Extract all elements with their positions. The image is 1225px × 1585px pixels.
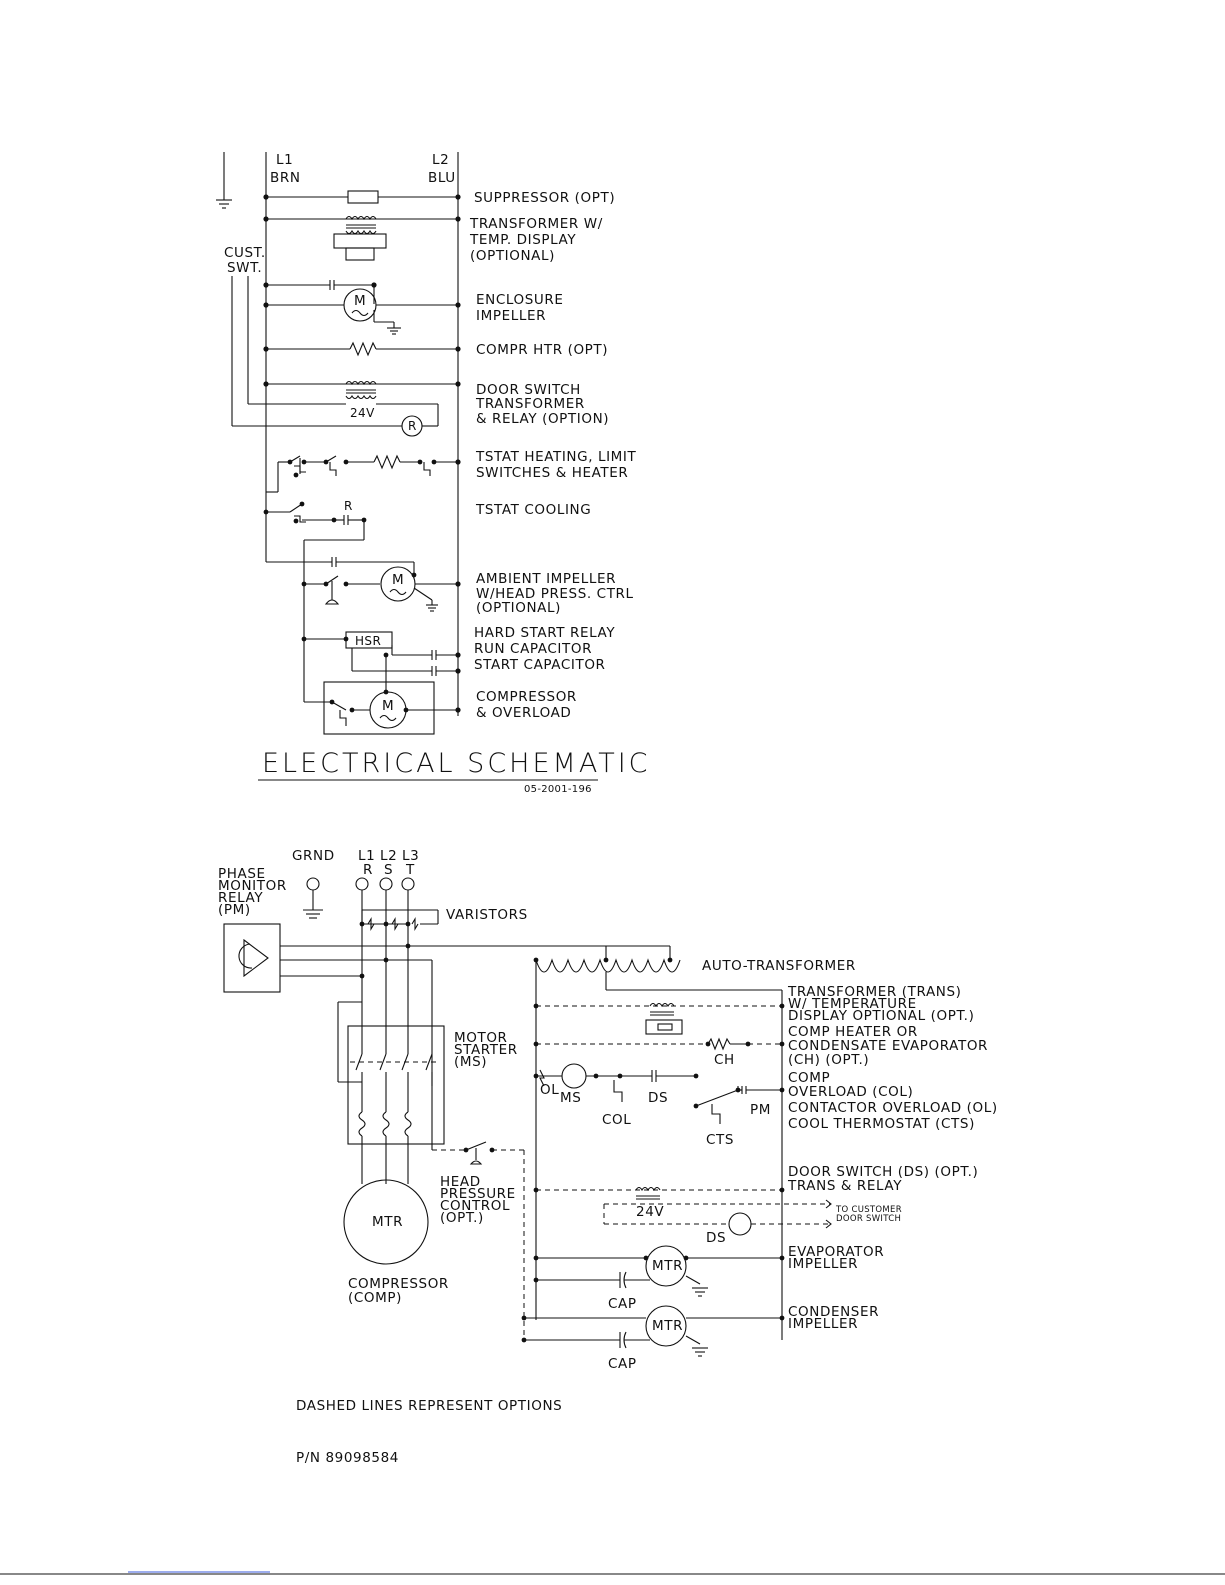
r-label: R — [363, 862, 373, 878]
auto-transformer-icon — [536, 960, 680, 972]
hpc-label-2: PRESSURE — [440, 1186, 516, 1202]
compressor-label-1: COMPRESSOR — [348, 1276, 449, 1292]
cond-cap-label: CAP — [608, 1356, 637, 1372]
row-label: ENCLOSURE — [476, 292, 564, 308]
part-number: P/N 89098584 — [296, 1450, 399, 1466]
row-label: TSTAT HEATING, LIMIT — [476, 449, 637, 465]
l1-color-label: BRN — [270, 170, 301, 186]
right-label: EVAPORATOR — [788, 1244, 885, 1260]
ch-heater-icon — [708, 1039, 730, 1049]
door-volt-label: 24V — [350, 406, 375, 420]
cust-switch-label-1: CUST. — [224, 245, 266, 261]
dashed-lines-note: DASHED LINES REPRESENT OPTIONS — [296, 1398, 563, 1414]
starter-contacts-icon — [356, 1030, 432, 1184]
s-label: S — [384, 862, 394, 878]
ground-terminal-icon — [307, 878, 319, 890]
l1-label: L1 — [276, 152, 294, 168]
compressor-motor-symbol: M — [382, 698, 395, 714]
row-label: AMBIENT IMPELLER — [476, 571, 617, 587]
l2-terminal-icon — [380, 878, 392, 890]
ds-relay-icon — [729, 1213, 751, 1235]
hpc-label-1: HEAD — [440, 1174, 481, 1190]
transformer-display-row — [263, 216, 460, 260]
grnd-label: GRND — [292, 848, 335, 864]
row-label: START CAPACITOR — [474, 657, 606, 673]
row-label: & RELAY (OPTION) — [476, 411, 610, 427]
right-label: OVERLOAD (COL) — [788, 1084, 914, 1100]
cust-switch-label-2: SWT. — [227, 260, 263, 276]
row-label: SUPPRESSOR (OPT) — [474, 190, 616, 206]
l1-terminal-icon — [356, 878, 368, 890]
l3-label: L3 — [402, 848, 420, 864]
row-label: & OVERLOAD — [476, 705, 572, 721]
pm-label-4: (PM) — [218, 902, 251, 918]
enclosure-motor-symbol: M — [354, 293, 367, 309]
top-row-labels — [469, 190, 637, 721]
schematic-title: ELECTRICAL SCHEMATIC — [262, 748, 651, 779]
compressor-mtr-label: MTR — [372, 1214, 404, 1230]
ms-label-2: STARTER — [454, 1042, 518, 1058]
row-label: TEMP. DISPLAY — [470, 232, 577, 248]
row-label: HARD START RELAY — [474, 625, 616, 641]
l2-color-label: BLU — [428, 170, 456, 186]
ambient-impeller-row — [266, 557, 461, 611]
l2-label: L2 — [432, 152, 450, 168]
ol-label: OL — [540, 1082, 560, 1098]
row-label: W/HEAD PRESS. CTRL — [476, 586, 634, 602]
heater-resistor-icon — [350, 343, 376, 355]
trans-display-icon — [646, 1020, 682, 1034]
relay-symbol: R — [408, 419, 417, 433]
ch-label: CH — [714, 1052, 735, 1068]
ms-coil-icon — [562, 1064, 586, 1088]
right-label: COOL THERMOSTAT (CTS) — [788, 1116, 975, 1132]
pm-label-3: RELAY — [218, 890, 264, 906]
ms-label-3: (MS) — [454, 1054, 488, 1070]
right-label: W/ TEMPERATURE — [788, 996, 917, 1012]
right-label: COMP — [788, 1070, 831, 1086]
to-customer-label-2: DOOR SWITCH — [836, 1214, 902, 1224]
col-label: COL — [602, 1112, 632, 1128]
right-label: CONDENSATE EVAPORATOR — [788, 1038, 989, 1054]
row-label: SWITCHES & HEATER — [476, 465, 629, 481]
l1-label: L1 — [358, 848, 376, 864]
cond-mtr-label: MTR — [652, 1318, 684, 1334]
suppressor-row — [263, 191, 460, 203]
compressor-overload-row — [304, 682, 461, 734]
hpc-label-4: (OPT.) — [440, 1210, 484, 1226]
ds-relay-label: DS — [706, 1230, 727, 1246]
right-label: IMPELLER — [788, 1316, 859, 1332]
row-label: DOOR SWITCH — [476, 382, 581, 398]
right-label: TRANSFORMER (TRANS) — [788, 984, 962, 1000]
right-label: TRANS & RELAY — [788, 1178, 903, 1194]
varistors-label: VARISTORS — [446, 907, 528, 923]
right-label: DISPLAY OPTIONAL (OPT.) — [788, 1008, 975, 1024]
auto-transformer-label: AUTO-TRANSFORMER — [702, 958, 856, 974]
right-label: (CH) (OPT.) — [788, 1052, 870, 1068]
ds-label: DS — [648, 1090, 669, 1106]
pm-label-1: PHASE — [218, 866, 266, 882]
right-label: COMP HEATER OR — [788, 1024, 918, 1040]
row-label: (OPTIONAL) — [470, 248, 556, 264]
hpc-label-3: CONTROL — [440, 1198, 511, 1214]
bottom-schematic — [218, 848, 998, 1466]
row-label: TRANSFORMER — [476, 396, 585, 412]
cts-label: CTS — [706, 1132, 735, 1148]
row-label: COMPRESSOR — [476, 689, 577, 705]
drawing-number: 05-2001-196 — [524, 784, 592, 795]
to-customer-label-1: TO CUSTOMER — [836, 1205, 902, 1215]
row-label: (OPTIONAL) — [476, 600, 562, 616]
compressor-label-2: (COMP) — [348, 1290, 402, 1306]
row-label: TRANSFORMER W/ — [470, 216, 603, 232]
ambient-motor-symbol: M — [392, 572, 405, 588]
right-label: CONDENSER — [788, 1304, 880, 1320]
top-schematic — [216, 152, 651, 795]
enclosure-impeller-row — [263, 280, 460, 334]
relay-contact-label: R — [344, 499, 353, 513]
temp-display-icon — [334, 234, 386, 248]
right-label: CONTACTOR OVERLOAD (OL) — [788, 1100, 998, 1116]
ground-icon — [216, 152, 232, 208]
phase-monitor-relay-icon — [224, 924, 280, 992]
evap-cap-label: CAP — [608, 1296, 637, 1312]
hsr-label: HSR — [355, 634, 382, 648]
pm-label: PM — [750, 1102, 771, 1118]
ds-volt-label: 24V — [636, 1204, 665, 1220]
row-label: RUN CAPACITOR — [474, 641, 593, 657]
tstat-cooling-row — [264, 499, 367, 702]
right-label: DOOR SWITCH (DS) (OPT.) — [788, 1164, 979, 1180]
t-label: T — [406, 862, 415, 878]
ms-label: MS — [560, 1090, 582, 1106]
ms-label-1: MOTOR — [454, 1030, 508, 1046]
compr-heater-row — [263, 343, 460, 355]
heating-element-icon — [374, 456, 400, 468]
row-label: TSTAT COOLING — [476, 502, 592, 518]
suppressor-icon — [348, 191, 378, 203]
pm-label-2: MONITOR — [218, 878, 287, 894]
right-label: IMPELLER — [788, 1256, 859, 1272]
l3-terminal-icon — [402, 878, 414, 890]
row-label: COMPR HTR (OPT) — [476, 342, 609, 358]
hard-start-row — [302, 632, 461, 692]
row-label: IMPELLER — [476, 308, 547, 324]
bottom-right-labels — [787, 984, 998, 1332]
tstat-heating-row — [266, 456, 461, 492]
evap-mtr-label: MTR — [652, 1258, 684, 1274]
l2-label: L2 — [380, 848, 398, 864]
